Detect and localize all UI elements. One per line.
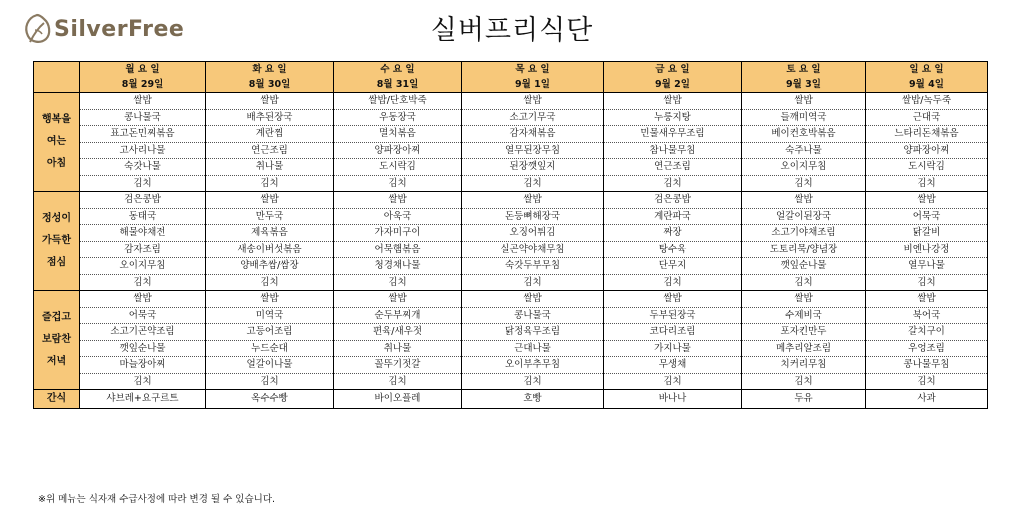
menu-item: 편육/새우젓 [334,324,462,341]
menu-item: 김치 [334,373,462,390]
menu-item: 어묵국 [80,307,206,324]
date-header: 9월 4일 [866,77,988,93]
menu-item: 수제비국 [742,307,866,324]
menu-item: 도토리묵/양념장 [742,241,866,258]
menu-item: 오이부추무침 [462,357,604,374]
table-row [34,357,988,374]
menu-item: 쌀밥 [462,192,604,209]
menu-item: 쌀밥 [462,93,604,110]
menu-item: 들깨미역국 [742,109,866,126]
menu-item: 표고돈민찌볶음 [80,126,206,143]
menu-item: 두부된장국 [604,307,742,324]
menu-item: 감자채볶음 [462,126,604,143]
menu-item: 근대나물 [462,340,604,357]
menu-item: 감자조림 [80,241,206,258]
menu-item: 계란찜 [206,126,334,143]
snack-item: 샤브레+요구르트 [80,390,206,409]
menu-item: 소고기곤약조림 [80,324,206,341]
meal-label-line: 점심 [46,257,67,268]
menu-item: 단무지 [604,258,742,275]
menu-item: 새송이버섯볶음 [206,241,334,258]
page-title: 실버프리식단 [430,15,594,46]
menu-item: 순두부찌개 [334,307,462,324]
snack-item: 호빵 [462,390,604,409]
menu-item: 꼴뚜기젓갈 [334,357,462,374]
snack-item: 바나나 [604,390,742,409]
menu-item: 누드순대 [206,340,334,357]
menu-item: 검은콩밥 [604,192,742,209]
menu-item: 김치 [742,175,866,192]
table-row [34,241,988,258]
table-row [34,291,988,308]
menu-item: 김치 [462,373,604,390]
brand-name: SilverFree [54,16,185,42]
menu-item: 북어국 [866,307,988,324]
snack-label: 간식 [34,390,80,409]
meal-label-line: 보람찬 [42,334,71,345]
menu-item: 김치 [206,373,334,390]
menu-item: 멸치볶음 [334,126,462,143]
menu-item: 쌀밥 [206,192,334,209]
menu-item: 쌀밥 [604,291,742,308]
menu-item: 쌀밥 [334,291,462,308]
day-header: 일 요 일 [866,62,988,78]
day-header: 월 요 일 [80,62,206,78]
menu-item: 탕수육 [604,241,742,258]
date-header: 8월 31일 [334,77,462,93]
snack-item: 옥수수빵 [206,390,334,409]
menu-item: 김치 [604,175,742,192]
date-header: 9월 2일 [604,77,742,93]
menu-item: 김치 [866,373,988,390]
menu-item: 베이컨호박볶음 [742,126,866,143]
table-row [34,258,988,275]
day-header: 토 요 일 [742,62,866,78]
menu-item: 짜장 [604,225,742,242]
meal-label-line: 정성이 [42,213,71,224]
meal-menu-table [33,61,988,409]
day-header: 목 요 일 [462,62,604,78]
menu-item: 쌀밥 [206,291,334,308]
menu-item: 콩나물국 [80,109,206,126]
menu-item: 가자미구이 [334,225,462,242]
menu-item: 열무된장무침 [462,142,604,159]
table-row [34,126,988,143]
menu-item: 깻잎순나물 [80,340,206,357]
menu-item: 어묵국 [866,208,988,225]
menu-item: 취나물 [206,159,334,176]
table-row [34,175,988,192]
menu-item: 포자킨만두 [742,324,866,341]
menu-item: 쌀밥 [866,192,988,209]
menu-item: 쌀밥 [742,291,866,308]
menu-item: 쌀밥 [604,93,742,110]
meal-label [34,291,80,390]
menu-item: 김치 [604,274,742,291]
menu-item: 취나물 [334,340,462,357]
meal-label [34,192,80,291]
menu-item: 오이지무침 [80,258,206,275]
menu-item: 닭갈비 [866,225,988,242]
snack-item: 사과 [866,390,988,409]
menu-item: 연근조림 [604,159,742,176]
menu-item: 김치 [206,175,334,192]
meal-label-line: 저녁 [46,356,67,367]
footnote: ※위 메뉴는 식자재 수급사정에 따라 변경 될 수 있습니다. [38,494,276,505]
table-row [34,192,988,209]
menu-item: 된장깻잎지 [462,159,604,176]
date-header: 8월 29일 [80,77,206,93]
menu-item: 도시락김 [866,159,988,176]
menu-item: 김치 [334,175,462,192]
menu-item: 숙주나물 [742,142,866,159]
menu-item: 참나물무침 [604,142,742,159]
menu-item: 아욱국 [334,208,462,225]
table-row [34,93,988,110]
table-row [34,307,988,324]
menu-item: 숙갓두부무침 [462,258,604,275]
menu-item: 소고기야채조림 [742,225,866,242]
table-row [34,142,988,159]
menu-item: 김치 [206,274,334,291]
menu-item: 해물야채전 [80,225,206,242]
snack-row [34,390,988,409]
menu-item: 쌀밥/녹두죽 [866,93,988,110]
menu-item: 비엔나강정 [866,241,988,258]
meal-label-line: 즐겁고 [42,312,71,323]
menu-item: 무생채 [604,357,742,374]
meal-label-line: 아침 [46,158,67,169]
menu-item: 제육볶음 [206,225,334,242]
menu-item: 고사리나물 [80,142,206,159]
snack-item: 바이오플레 [334,390,462,409]
menu-item: 양배추쌈/쌈장 [206,258,334,275]
menu-item: 우동장국 [334,109,462,126]
menu-item: 쌀밥 [742,93,866,110]
menu-item: 양파장아찌 [866,142,988,159]
menu-item: 얼갈이나물 [206,357,334,374]
menu-item: 쌀밥 [334,192,462,209]
menu-item: 민물새우무조림 [604,126,742,143]
menu-item: 얼갈이된장국 [742,208,866,225]
menu-item: 마늘장아찌 [80,357,206,374]
menu-item: 고등어조림 [206,324,334,341]
menu-item: 양파장아찌 [334,142,462,159]
date-header: 9월 1일 [462,77,604,93]
menu-item: 숙갓나물 [80,159,206,176]
menu-item: 김치 [80,175,206,192]
meal-label-line: 가득한 [42,235,71,246]
menu-item: 코다리조림 [604,324,742,341]
menu-item: 콩나물국 [462,307,604,324]
menu-item: 계란파국 [604,208,742,225]
menu-item: 콩나물무침 [866,357,988,374]
menu-item: 김치 [604,373,742,390]
table-row [34,324,988,341]
table-row [34,274,988,291]
menu-item: 김치 [742,274,866,291]
menu-item: 쌀밥 [80,291,206,308]
table-row [34,225,988,242]
menu-item: 실곤약야채무침 [462,241,604,258]
menu-item: 김치 [80,373,206,390]
meal-label [34,93,80,192]
menu-item: 청경채나물 [334,258,462,275]
table-row [34,373,988,390]
menu-item: 검은콩밥 [80,192,206,209]
menu-item: 누룽지탕 [604,109,742,126]
table-row [34,340,988,357]
menu-item: 닭정육무조림 [462,324,604,341]
menu-item: 치커리무침 [742,357,866,374]
menu-item: 김치 [462,274,604,291]
menu-item: 미역국 [206,307,334,324]
menu-item: 오징어튀김 [462,225,604,242]
menu-item: 쌀밥 [742,192,866,209]
table-row [34,208,988,225]
menu-item: 갈치구이 [866,324,988,341]
day-header: 금 요 일 [604,62,742,78]
day-header: 화 요 일 [206,62,334,78]
day-header: 수 요 일 [334,62,462,78]
menu-item: 쌀밥 [80,93,206,110]
menu-item: 도시락김 [334,159,462,176]
menu-item: 돈등뼈해장국 [462,208,604,225]
menu-item: 깻잎순나물 [742,258,866,275]
menu-item: 쌀밥/단호박죽 [334,93,462,110]
menu-item: 김치 [80,274,206,291]
menu-item: 동태국 [80,208,206,225]
menu-item: 김치 [866,175,988,192]
meal-label-line: 행복을 [42,114,71,125]
meal-label-line: 여는 [46,136,67,147]
menu-item: 쌀밥 [206,93,334,110]
menu-item: 소고기무국 [462,109,604,126]
menu-item: 연근조림 [206,142,334,159]
menu-item: 쌀밥 [866,291,988,308]
table-row [34,109,988,126]
menu-item: 김치 [866,274,988,291]
menu-item: 우엉조림 [866,340,988,357]
menu-item: 김치 [462,175,604,192]
snack-item: 두유 [742,390,866,409]
menu-item: 오이지무침 [742,159,866,176]
menu-item: 열무나물 [866,258,988,275]
menu-item: 만두국 [206,208,334,225]
table-row [34,159,988,176]
menu-item: 김치 [334,274,462,291]
corner-cell [34,62,80,93]
date-header: 8월 30일 [206,77,334,93]
menu-item: 어묵햄볶음 [334,241,462,258]
menu-item: 가지나물 [604,340,742,357]
menu-item: 배추된장국 [206,109,334,126]
date-header: 9월 3일 [742,77,866,93]
menu-item: 김치 [742,373,866,390]
menu-item: 메추리알조림 [742,340,866,357]
menu-item: 쌀밥 [462,291,604,308]
menu-item: 근대국 [866,109,988,126]
table-body [34,93,988,409]
menu-item: 느타리돈채볶음 [866,126,988,143]
table-header [34,62,988,93]
